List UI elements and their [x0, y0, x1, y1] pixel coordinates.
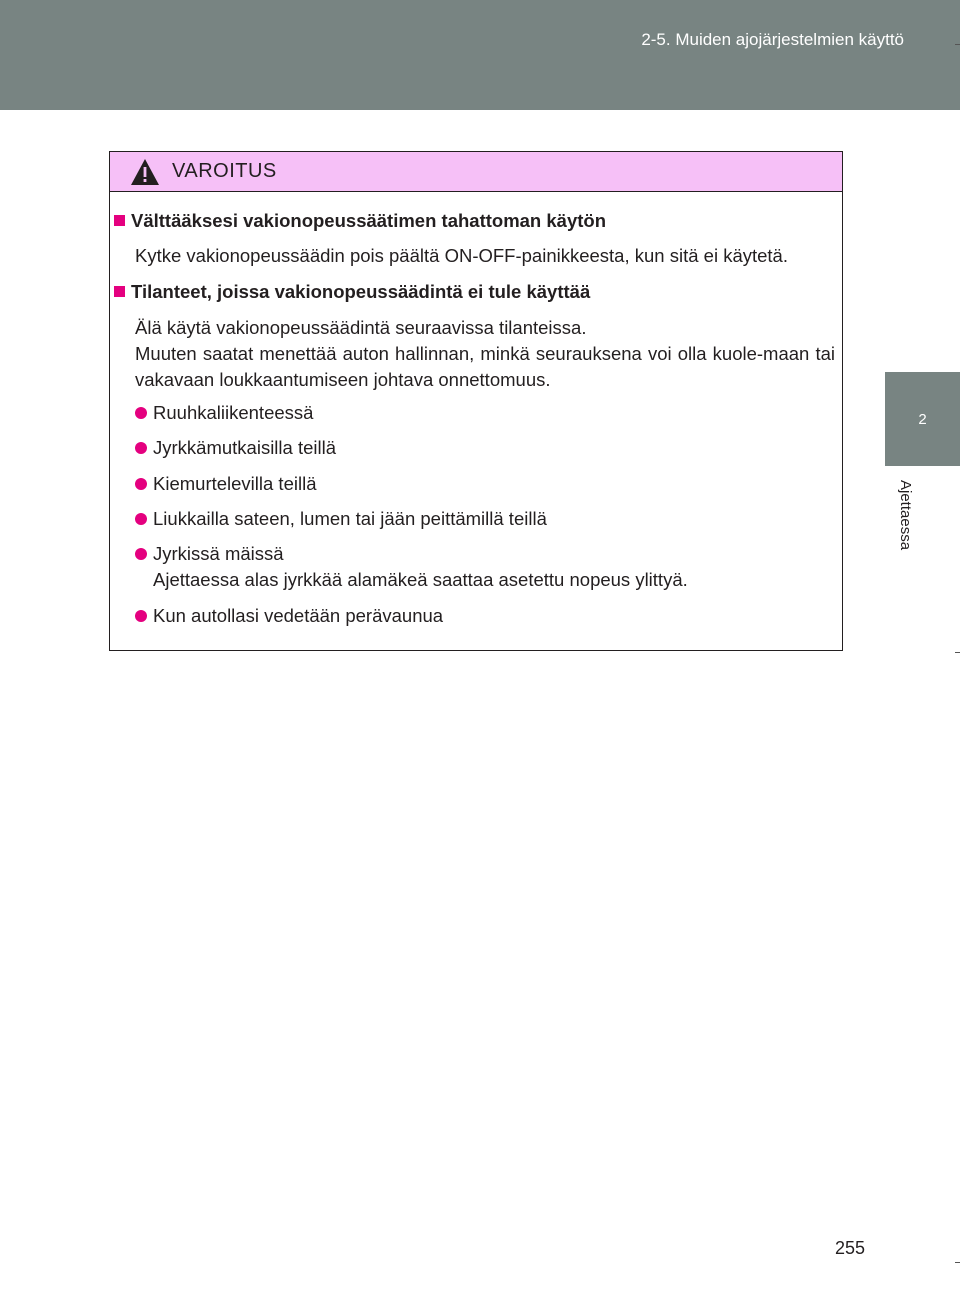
- round-bullet-icon: [135, 610, 147, 622]
- round-bullet-icon: [135, 548, 147, 560]
- warning-title: VAROITUS: [172, 160, 277, 182]
- round-bullet-icon: [135, 407, 147, 419]
- list-item: Jyrkkämutkaisilla teillä: [135, 437, 336, 459]
- list-item: Kiemurtelevilla teillä: [135, 473, 316, 495]
- round-bullet-icon: [135, 513, 147, 525]
- crop-mark: [955, 652, 960, 653]
- list-item: Kun autollasi vedetään perävaunua: [135, 605, 443, 627]
- section-text: Kytke vakionopeussäädin pois päältä ON-OFF-painikkeesta, kun sitä ei käytetä.: [135, 245, 788, 266]
- chapter-label: Ajettaessa: [897, 480, 914, 551]
- section-heading: Välttääksesi vakionopeussäätimen tahattoman käytön: [114, 210, 606, 232]
- warning-box: [109, 151, 843, 651]
- warning-triangle-icon: [130, 158, 160, 186]
- list-item: Jyrkissä mäissä: [135, 543, 284, 565]
- chapter-number: 2: [918, 410, 927, 428]
- list-item-note: Ajettaessa alas jyrkkää alamäkeä saattaa asetettu nopeus ylittyä.: [153, 569, 688, 590]
- round-bullet-icon: [135, 478, 147, 490]
- round-bullet-icon: [135, 442, 147, 454]
- header-bar: [0, 0, 960, 110]
- crop-mark: [955, 44, 960, 45]
- list-item: Ruuhkaliikenteessä: [135, 402, 313, 424]
- list-item: Liukkailla sateen, lumen tai jään peittämillä teillä: [135, 508, 547, 530]
- crop-mark: [955, 1262, 960, 1263]
- section-text: Muuten saatat menettää auton hallinnan, minkä seurauksena voi olla kuole-maan tai vakavaan loukkaantumiseen johtava onnettomuus.: [135, 343, 835, 390]
- warning-header: [110, 152, 842, 192]
- section-title: 2-5. Muiden ajojärjestelmien käyttö: [641, 30, 904, 49]
- page-number: 255: [835, 1238, 866, 1258]
- square-bullet-icon: [114, 215, 125, 226]
- section-heading: Tilanteet, joissa vakionopeussäädintä ei tule käyttää: [114, 281, 590, 303]
- section-text: Älä käytä vakionopeussäädintä seuraavissa tilanteissa.: [135, 317, 587, 338]
- square-bullet-icon: [114, 286, 125, 297]
- chapter-tab: [885, 372, 960, 466]
